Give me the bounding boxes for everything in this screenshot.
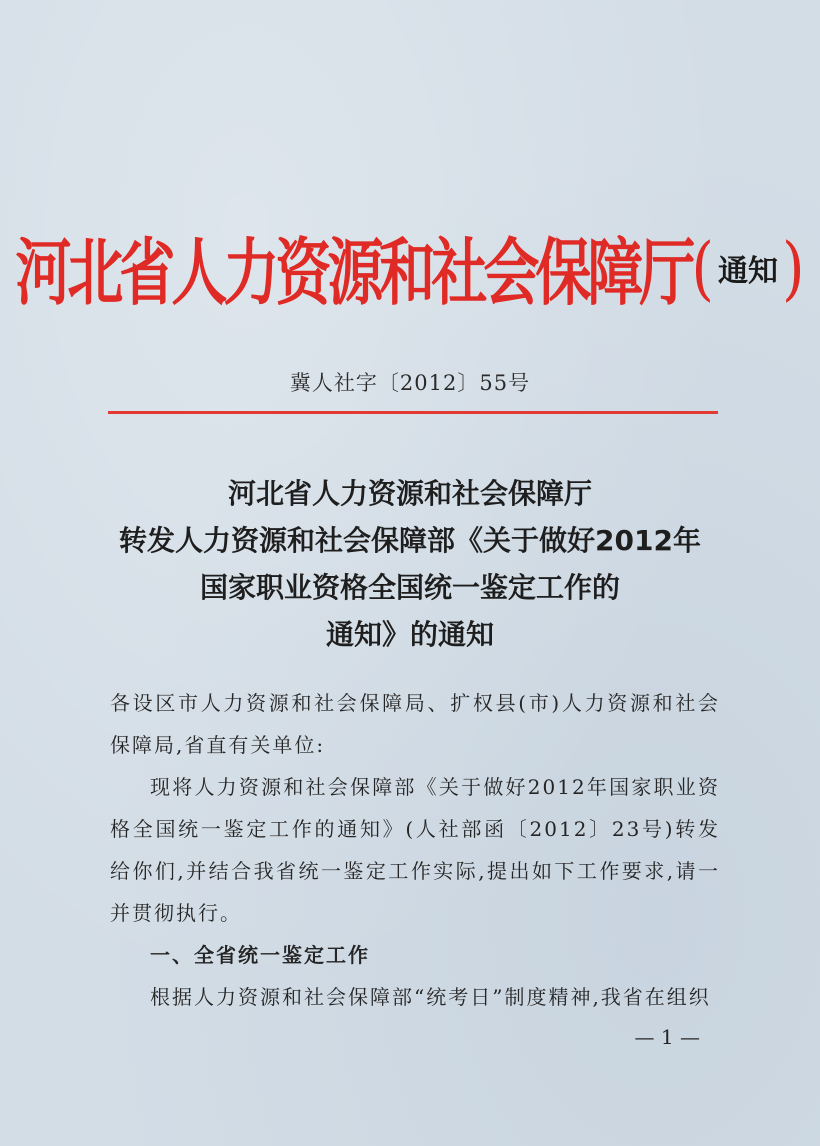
page-number: — 1 — — [634, 1025, 700, 1049]
title-line-3: 国家职业资格全国统一鉴定工作的 — [199, 571, 620, 604]
document-number: 冀人社字〔2012〕55号 — [289, 371, 531, 395]
section-heading-1: 一、全省统一鉴定工作 — [150, 943, 370, 967]
letterhead-org-name: 河北省人力资源和社会保障厅 — [15, 230, 692, 317]
paragraph-1: 现将人力资源和社会保障部《关于做好2012年国家职业资格全国统一鉴定工作的通知》(人社部函〔2012〕23号)转发给你们,并结合我省统一鉴定工作实际,提出如下工作要求,请一并贯彻执行。 — [110, 775, 720, 925]
title-line-4: 通知》的通知 — [325, 618, 494, 651]
red-divider-line — [108, 411, 718, 414]
document-body — [110, 682, 720, 1018]
letterhead — [0, 228, 820, 318]
document-title — [60, 470, 760, 658]
paragraph-2: 根据人力资源和社会保障部“统考日”制度精神,我省在组织 — [150, 985, 711, 1009]
letterhead-open-paren: ( — [691, 227, 714, 309]
letterhead-doc-type: 通知 — [718, 254, 778, 289]
salutation: 各设区市人力资源和社会保障局、扩权县(市)人力资源和社会保障局,省直有关单位: — [110, 691, 720, 757]
letterhead-close-paren: ) — [782, 227, 805, 309]
title-line-2: 转发人力资源和社会保障部《关于做好2012年 — [119, 524, 701, 557]
title-line-1: 河北省人力资源和社会保障厅 — [227, 477, 592, 510]
